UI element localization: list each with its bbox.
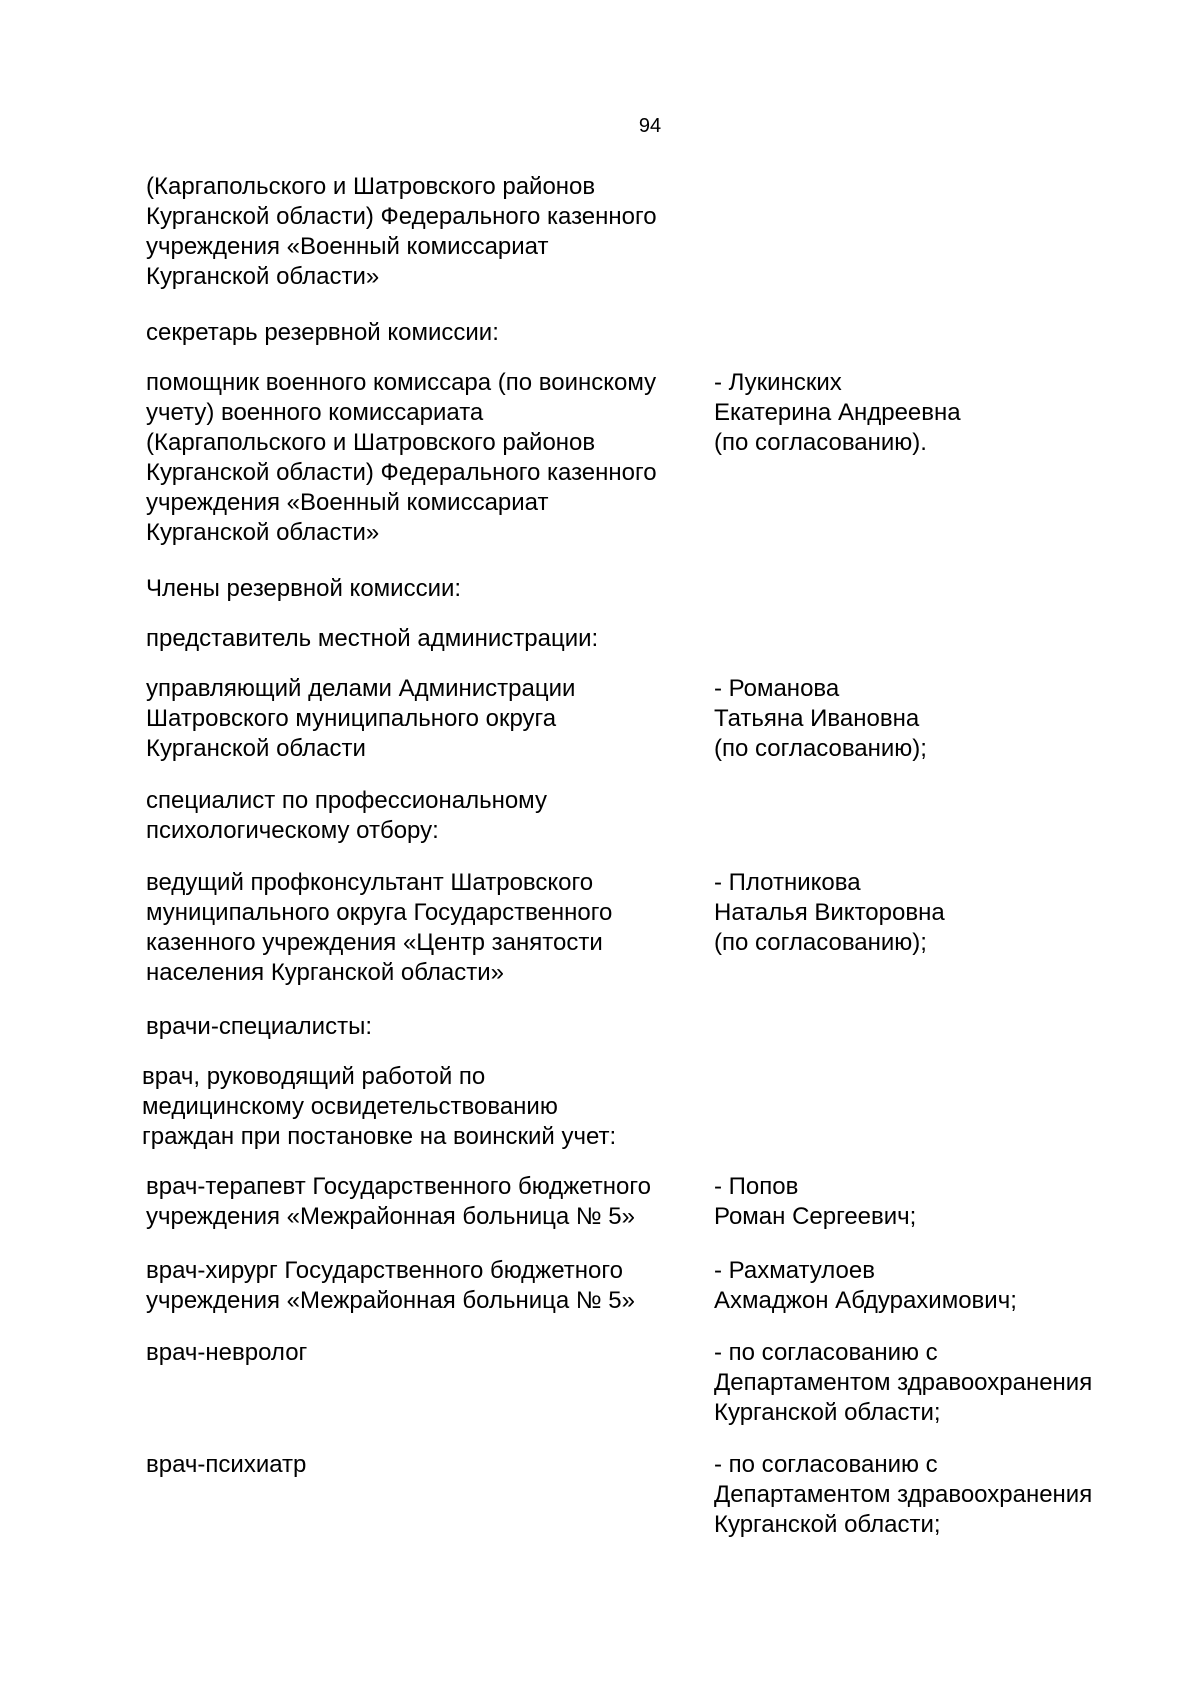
admin-position: управляющий делами Администрации Шатровского муниципального округа Курганской области bbox=[146, 675, 576, 762]
psychiatrist-position: врач-психиатр bbox=[146, 1451, 307, 1478]
neurologist-person: - по согласованию с Департаментом здравоохранения Курганской области; bbox=[714, 1339, 1093, 1426]
secretary-person: - Лукинских Екатерина Андреевна (по согласованию). bbox=[714, 369, 961, 456]
surgeon-person: - Рахматулоев Ахмаджон Абдурахимович; bbox=[714, 1257, 1017, 1314]
doctors-heading: врачи-специалисты: bbox=[146, 1013, 372, 1040]
psych-heading: специалист по профессиональному психологическому отбору: bbox=[146, 787, 547, 844]
therapist-position: врач-терапевт Государственного бюджетного учреждения «Межрайонная больница № 5» bbox=[146, 1173, 651, 1230]
page-number: 94 bbox=[638, 115, 662, 137]
neurologist-position: врач-невролог bbox=[146, 1339, 308, 1366]
members-heading: Члены резервной комиссии: bbox=[146, 575, 462, 602]
psychiatrist-person: - по согласованию с Департаментом здравоохранения Курганской области; bbox=[714, 1451, 1093, 1538]
secretary-heading: секретарь резервной комиссии: bbox=[146, 319, 499, 346]
admin-person: - Романова Татьяна Ивановна (по согласованию); bbox=[714, 675, 927, 762]
psych-person: - Плотникова Наталья Викторовна (по согласованию); bbox=[714, 869, 945, 956]
lead-doctor-heading: врач, руководящий работой по медицинскому освидетельствованию граждан при постановке на воинский учет: bbox=[142, 1063, 617, 1150]
secretary-position: помощник военного комиссара (по воинскому учету) военного комиссариата (Каргапольского и Шатровского районов Курганской области) Федерального казенного учреждения «Военный комиссариат Курганской области» bbox=[146, 369, 657, 546]
local-admin-heading: представитель местной администрации: bbox=[146, 625, 599, 652]
psych-position: ведущий профконсультант Шатровского муниципального округа Государственного казенного учреждения «Центр занятости населения Курганской области» bbox=[146, 869, 613, 986]
therapist-person: - Попов Роман Сергеевич; bbox=[714, 1173, 917, 1230]
surgeon-position: врач-хирург Государственного бюджетного учреждения «Межрайонная больница № 5» bbox=[146, 1257, 635, 1314]
intro-continuation: (Каргапольского и Шатровского районов Курганской области) Федерального казенного учреждения «Военный комиссариат Курганской области» bbox=[146, 173, 657, 290]
